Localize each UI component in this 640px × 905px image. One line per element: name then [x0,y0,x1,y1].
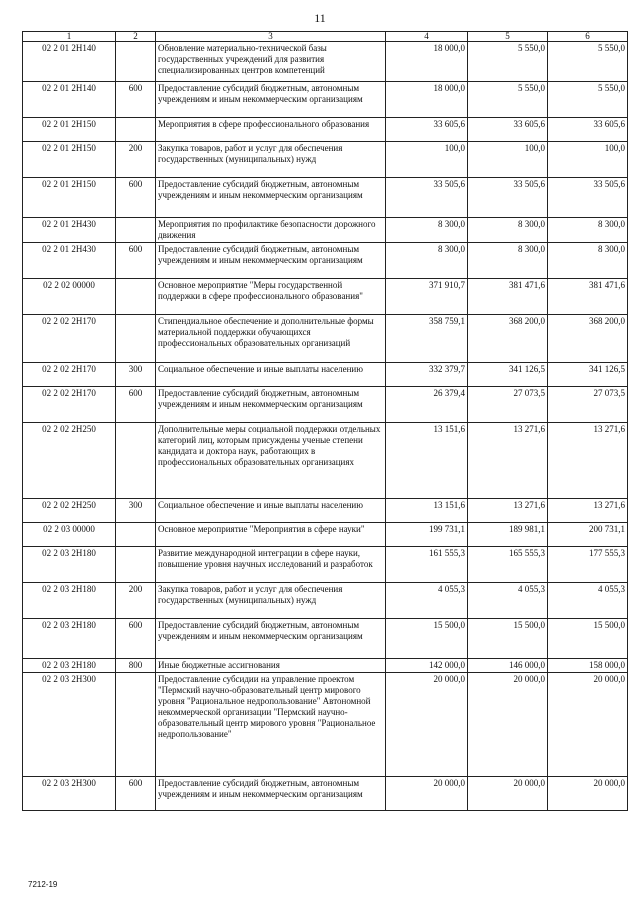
table-row [23,315,628,363]
row-expense-type [116,218,156,243]
row-value-2021: 177 555,3 [548,547,628,583]
row-code: 02 2 01 2Н150 [23,178,116,218]
table-row [23,499,628,523]
row-value-2021: 341 126,5 [548,363,628,387]
row-value-2019: 13 151,6 [386,499,468,523]
table-row [23,363,628,387]
row-expense-type: 600 [116,777,156,811]
row-value-2019: 15 500,0 [386,619,468,659]
row-code: 02 2 02 2Н250 [23,499,116,523]
row-expense-type: 600 [116,619,156,659]
row-value-2020: 13 271,6 [468,423,548,499]
table-header-row [23,32,628,42]
row-value-2019: 26 379,4 [386,387,468,423]
row-expense-type: 600 [116,178,156,218]
row-value-2019: 13 151,6 [386,423,468,499]
table-row [23,118,628,142]
row-expense-type [116,118,156,142]
row-code: 02 2 01 2Н140 [23,82,116,118]
row-expense-type [116,315,156,363]
row-value-2020: 5 550,0 [468,82,548,118]
table-row [23,777,628,811]
row-expense-type [116,423,156,499]
column-header: 6 [548,32,628,42]
row-value-2021: 381 471,6 [548,279,628,315]
row-value-2021: 8 300,0 [548,218,628,243]
row-code: 02 2 02 2Н170 [23,363,116,387]
row-value-2020: 8 300,0 [468,243,548,279]
row-expense-type: 300 [116,363,156,387]
table-row [23,423,628,499]
row-value-2021: 33 605,6 [548,118,628,142]
row-name: Закупка товаров, работ и услуг для обеспечения государственных (муниципальных) нужд [156,583,386,619]
row-expense-type: 600 [116,82,156,118]
row-value-2020: 13 271,6 [468,499,548,523]
row-value-2019: 358 759,1 [386,315,468,363]
table-row [23,659,628,673]
table-row [23,619,628,659]
row-value-2021: 13 271,6 [548,423,628,499]
row-name: Основное мероприятие "Меры государственной поддержки в сфере профессионального образования" [156,279,386,315]
row-code: 02 2 03 2Н180 [23,583,116,619]
table-row [23,142,628,178]
row-code: 02 2 03 2Н180 [23,619,116,659]
row-expense-type: 200 [116,583,156,619]
row-value-2020: 4 055,3 [468,583,548,619]
table-row [23,279,628,315]
row-value-2019: 20 000,0 [386,673,468,777]
row-value-2020: 20 000,0 [468,673,548,777]
row-name: Мероприятия в сфере профессионального образования [156,118,386,142]
footer-code: 7212-19 [28,880,58,889]
row-value-2019: 371 910,7 [386,279,468,315]
row-value-2019: 20 000,0 [386,777,468,811]
row-name: Предоставление субсидий бюджетным, автономным учреждениям и иным некоммерческим организациям [156,82,386,118]
row-name: Обновление материально-технической базы государственных учреждений для развития специализированных центров компетенций [156,42,386,82]
row-value-2020: 189 981,1 [468,523,548,547]
row-value-2021: 27 073,5 [548,387,628,423]
table-row [23,387,628,423]
row-value-2019: 8 300,0 [386,218,468,243]
row-expense-type: 300 [116,499,156,523]
row-expense-type [116,279,156,315]
row-value-2020: 33 505,6 [468,178,548,218]
row-expense-type: 600 [116,387,156,423]
row-expense-type: 800 [116,659,156,673]
table-row [23,523,628,547]
column-header: 1 [23,32,116,42]
row-name: Социальное обеспечение и иные выплаты населению [156,499,386,523]
page-number: 11 [314,11,326,25]
column-header: 2 [116,32,156,42]
row-value-2019: 199 731,1 [386,523,468,547]
row-name: Предоставление субсидии на управление проектом "Пермский научно-образовательный центр мирового уровня "Рациональное недропользование" Автономной некоммерческой организации "Пермский научно-образовательный центр мирового уровня "Рациональное недропользование" [156,673,386,777]
row-name: Дополнительные меры социальной поддержки отдельных категорий лиц, которым присуждены ученые степени кандидата и доктора наук, работающих в профессиональных образовательных организациях [156,423,386,499]
row-value-2019: 18 000,0 [386,42,468,82]
row-value-2019: 100,0 [386,142,468,178]
row-value-2019: 33 505,6 [386,178,468,218]
row-value-2019: 18 000,0 [386,82,468,118]
row-code: 02 2 03 2Н180 [23,547,116,583]
table-row [23,42,628,82]
row-value-2020: 341 126,5 [468,363,548,387]
table-row [23,218,628,243]
row-value-2019: 33 605,6 [386,118,468,142]
row-value-2019: 332 379,7 [386,363,468,387]
row-code: 02 2 01 2Н150 [23,118,116,142]
row-name: Предоставление субсидий бюджетным, автономным учреждениям и иным некоммерческим организациям [156,178,386,218]
row-name: Предоставление субсидий бюджетным, автономным учреждениям и иным некоммерческим организациям [156,619,386,659]
row-value-2021: 100,0 [548,142,628,178]
row-name: Закупка товаров, работ и услуг для обеспечения государственных (муниципальных) нужд [156,142,386,178]
row-name: Основное мероприятие "Мероприятия в сфере науки" [156,523,386,547]
row-value-2020: 20 000,0 [468,777,548,811]
row-expense-type: 600 [116,243,156,279]
row-value-2019: 8 300,0 [386,243,468,279]
row-code: 02 2 02 2Н170 [23,315,116,363]
row-code: 02 2 02 2Н250 [23,423,116,499]
row-name: Стипендиальное обеспечение и дополнительные формы материальной поддержки обучающихся профессиональных образовательных организаций [156,315,386,363]
row-code: 02 2 02 2Н170 [23,387,116,423]
row-value-2020: 165 555,3 [468,547,548,583]
row-value-2019: 142 000,0 [386,659,468,673]
row-expense-type [116,523,156,547]
table-row [23,243,628,279]
row-value-2021: 4 055,3 [548,583,628,619]
row-expense-type [116,673,156,777]
row-value-2021: 33 505,6 [548,178,628,218]
row-value-2020: 5 550,0 [468,42,548,82]
row-value-2020: 381 471,6 [468,279,548,315]
row-expense-type [116,547,156,583]
row-expense-type: 200 [116,142,156,178]
table-row [23,547,628,583]
row-value-2020: 368 200,0 [468,315,548,363]
column-header: 3 [156,32,386,42]
row-value-2020: 8 300,0 [468,218,548,243]
row-value-2021: 5 550,0 [548,42,628,82]
row-value-2020: 27 073,5 [468,387,548,423]
table-row [23,583,628,619]
row-value-2021: 5 550,0 [548,82,628,118]
row-value-2020: 100,0 [468,142,548,178]
budget-table [22,31,628,811]
row-value-2021: 13 271,6 [548,499,628,523]
table-row [23,673,628,777]
row-value-2019: 4 055,3 [386,583,468,619]
row-code: 02 2 03 2Н300 [23,777,116,811]
row-code: 02 2 02 00000 [23,279,116,315]
row-value-2020: 15 500,0 [468,619,548,659]
row-expense-type [116,42,156,82]
row-code: 02 2 03 2Н180 [23,659,116,673]
row-value-2021: 20 000,0 [548,673,628,777]
row-name: Предоставление субсидий бюджетным, автономным учреждениям и иным некоммерческим организациям [156,243,386,279]
row-code: 02 2 01 2Н150 [23,142,116,178]
row-value-2021: 158 000,0 [548,659,628,673]
row-value-2020: 33 605,6 [468,118,548,142]
row-value-2021: 20 000,0 [548,777,628,811]
column-header: 5 [468,32,548,42]
row-name: Социальное обеспечение и иные выплаты населению [156,363,386,387]
row-name: Иные бюджетные ассигнования [156,659,386,673]
row-code: 02 2 03 00000 [23,523,116,547]
row-value-2021: 8 300,0 [548,243,628,279]
row-code: 02 2 01 2Н140 [23,42,116,82]
row-value-2021: 368 200,0 [548,315,628,363]
row-value-2019: 161 555,3 [386,547,468,583]
row-value-2021: 200 731,1 [548,523,628,547]
row-value-2021: 15 500,0 [548,619,628,659]
table-row [23,82,628,118]
row-name: Предоставление субсидий бюджетным, автономным учреждениям и иным некоммерческим организациям [156,777,386,811]
row-name: Мероприятия по профилактике безопасности дорожного движения [156,218,386,243]
row-value-2020: 146 000,0 [468,659,548,673]
row-code: 02 2 01 2Н430 [23,243,116,279]
row-name: Предоставление субсидий бюджетным, автономным учреждениям и иным некоммерческим организациям [156,387,386,423]
row-code: 02 2 03 2Н300 [23,673,116,777]
row-name: Развитие международной интеграции в сфере науки, повышение уровня научных исследований и разработок [156,547,386,583]
table-row [23,178,628,218]
column-header: 4 [386,32,468,42]
row-code: 02 2 01 2Н430 [23,218,116,243]
